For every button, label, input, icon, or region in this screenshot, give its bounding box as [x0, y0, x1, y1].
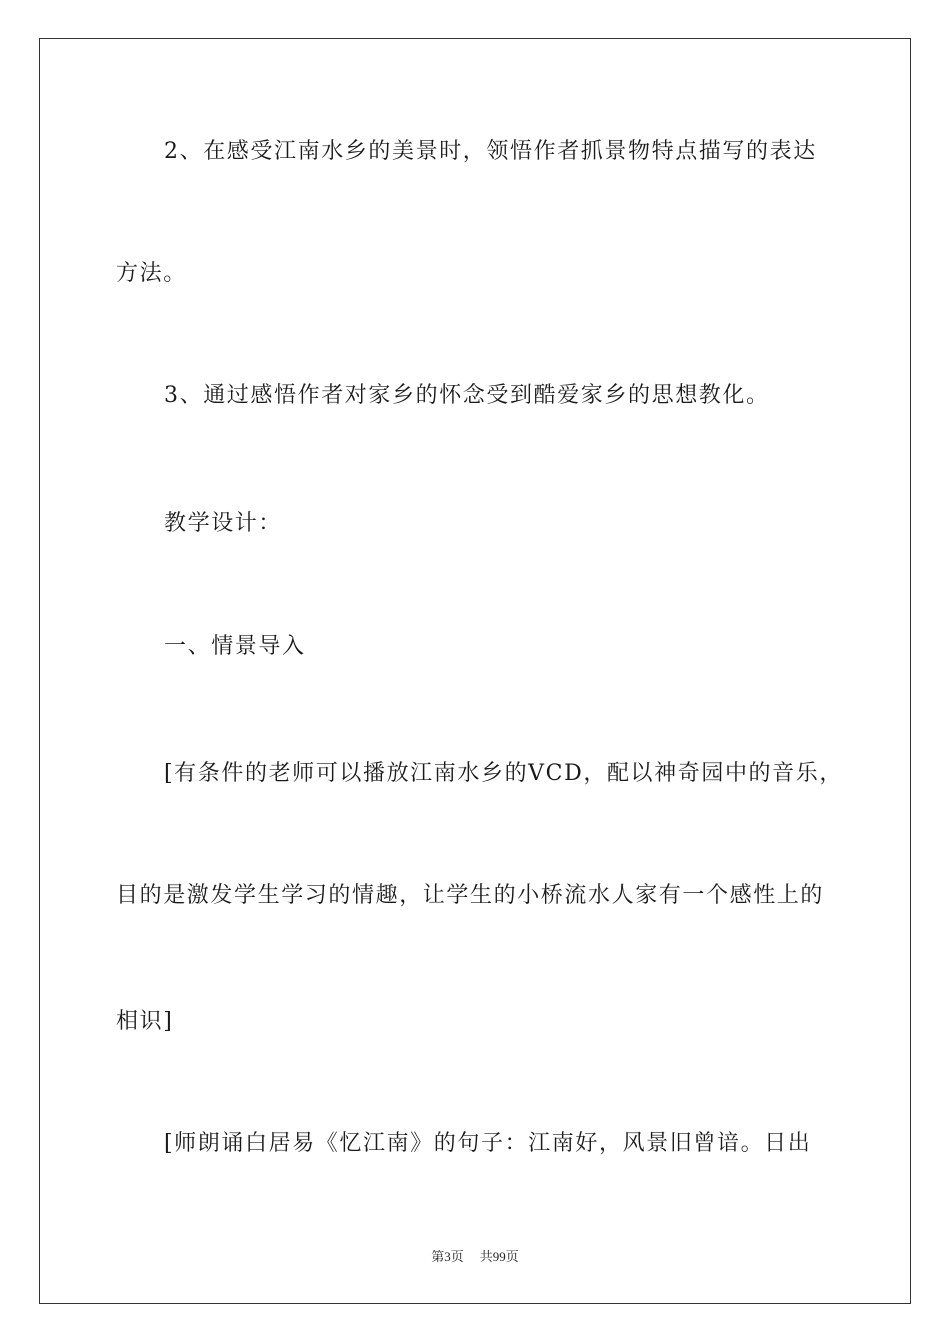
paragraph-line: 2、在感受江南水乡的美景时，领悟作者抓景物特点描写的表达	[164, 139, 817, 164]
page-footer	[0, 1248, 950, 1266]
page-number: 第3页	[431, 1249, 464, 1264]
page-border	[39, 38, 911, 1304]
page-total: 共99页	[479, 1249, 519, 1264]
section-heading: 教学设计：	[164, 511, 283, 536]
paragraph-line: 方法。	[116, 261, 187, 286]
paragraph-line: 目的是激发学生学习的情趣，让学生的小桥流水人家有一个感性上的	[116, 883, 825, 908]
section-heading: 一、情景导入	[164, 634, 306, 659]
paragraph-line: [师朗诵白居易《忆江南》的句子：江南好，风景旧曾谙。日出	[164, 1131, 812, 1156]
paragraph-line: [有条件的老师可以播放江南水乡的VCD，配以神奇园中的音乐，	[164, 761, 843, 786]
paragraph-line: 3、通过感悟作者对家乡的怀念受到酷爱家乡的思想教化。	[164, 383, 770, 408]
paragraph-line: 相识]	[116, 1009, 174, 1034]
